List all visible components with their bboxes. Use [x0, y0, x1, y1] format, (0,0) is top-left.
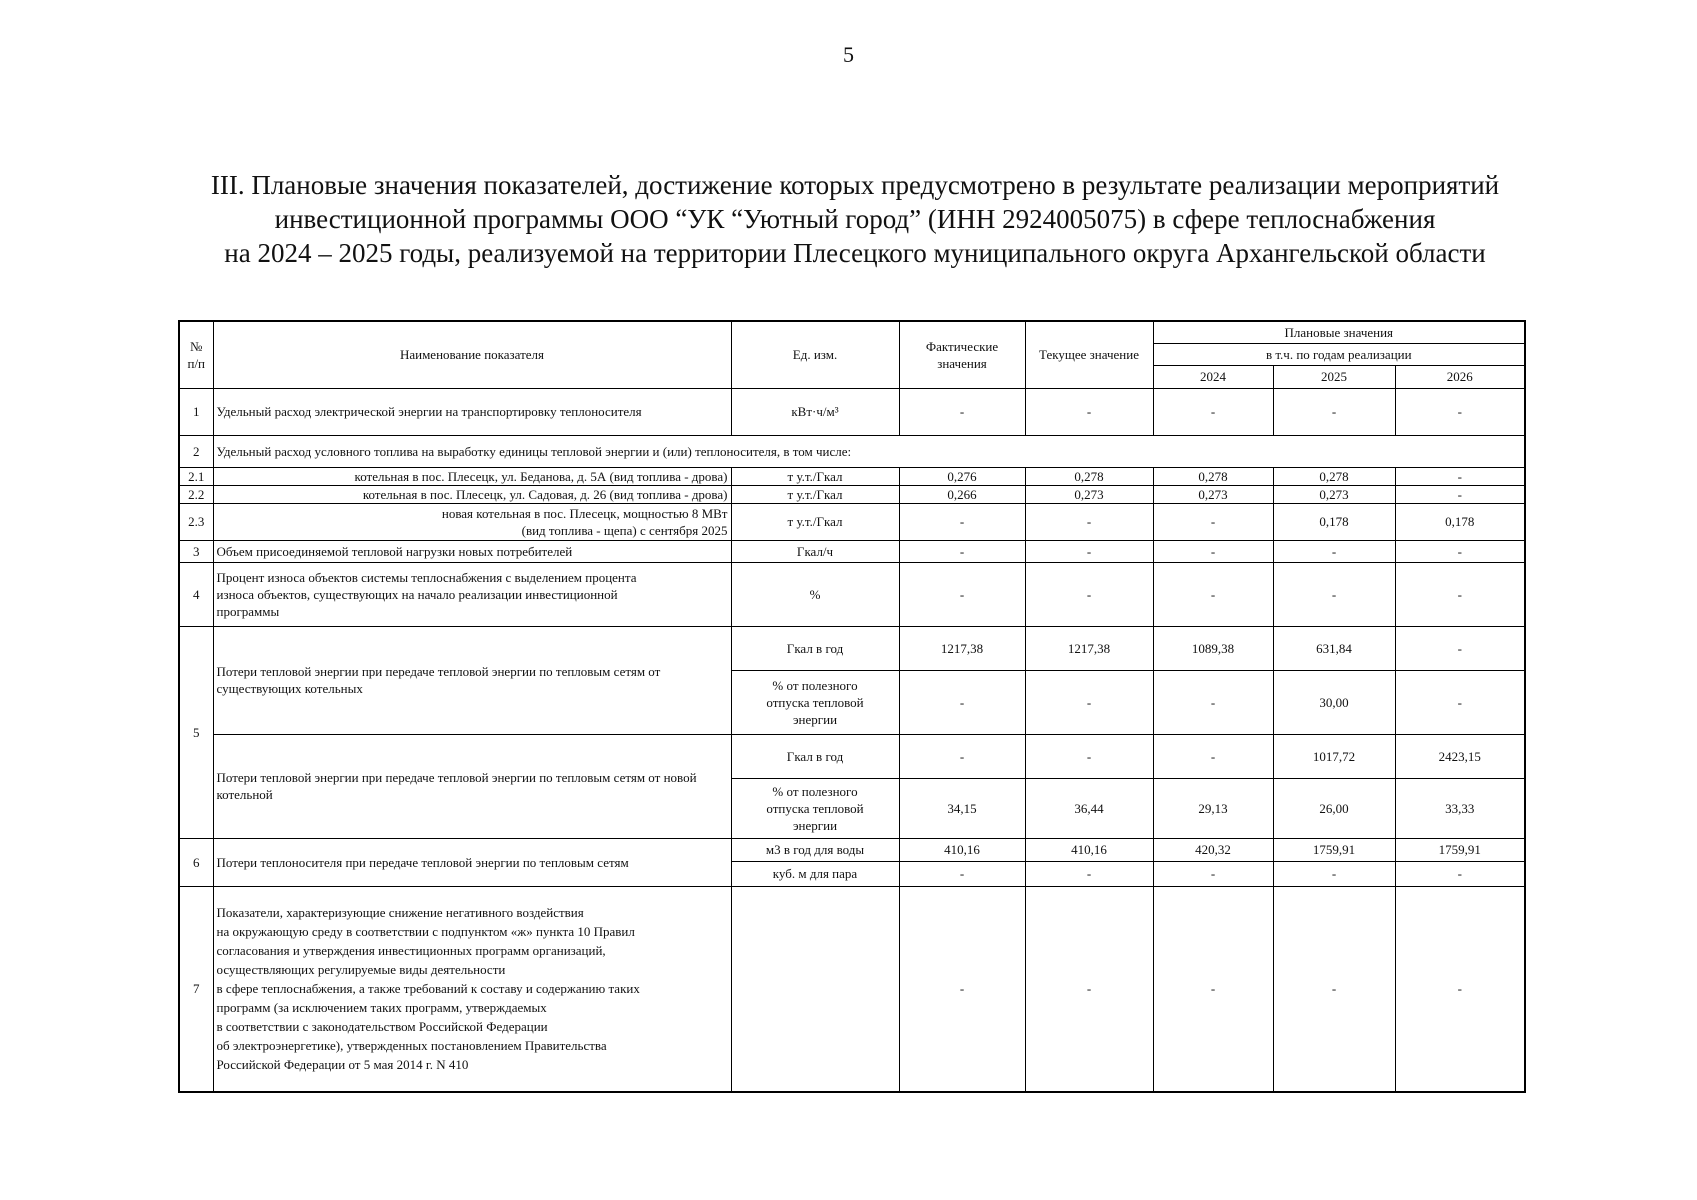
value-current: -: [1025, 670, 1153, 734]
value-2026: -: [1395, 388, 1525, 435]
value-2026: 2423,15: [1395, 734, 1525, 778]
row-num: 7: [179, 886, 213, 1092]
row-name-line-3: согласования и утверждения инвестиционных программ организаций,: [216, 943, 606, 959]
table-row: [179, 503, 1525, 540]
table-row: [179, 734, 1525, 778]
value-2024: -: [1153, 861, 1273, 886]
section-title: [120, 168, 1590, 270]
value-2026: -: [1395, 540, 1525, 562]
page-number: 5: [843, 42, 854, 67]
header-year-2026: 2026: [1395, 365, 1525, 388]
value-2026: -: [1395, 562, 1525, 626]
value-2025: -: [1273, 388, 1395, 435]
value-current: -: [1025, 503, 1153, 540]
table-row: [179, 626, 1525, 670]
table-row: [179, 886, 1525, 1092]
row-unit: куб. м для пара: [731, 861, 899, 886]
value-2025: 26,00: [1273, 778, 1395, 838]
row-name-line-4: осуществляющих регулируемые виды деятельности: [216, 962, 506, 978]
value-current: 0,278: [1025, 467, 1153, 485]
value-current: 0,273: [1025, 485, 1153, 503]
header-year-2024: 2024: [1153, 365, 1273, 388]
row-name: Потери тепловой энергии при передаче тепловой энергии по тепловым сетям от существующих котельных: [213, 626, 731, 734]
header-actual: Фактические значения: [899, 321, 1025, 388]
value-2024: -: [1153, 670, 1273, 734]
row-num: 3: [179, 540, 213, 562]
header-year-2025: 2025: [1273, 365, 1395, 388]
value-2024: 0,273: [1153, 485, 1273, 503]
row-unit: кВт·ч/м³: [731, 388, 899, 435]
value-2026: 33,33: [1395, 778, 1525, 838]
value-actual: -: [899, 734, 1025, 778]
value-2026: 1759,91: [1395, 838, 1525, 861]
value-2024: -: [1153, 886, 1273, 1092]
header-planned: Плановые значения: [1153, 321, 1525, 343]
value-2024: 29,13: [1153, 778, 1273, 838]
value-2025: 0,178: [1273, 503, 1395, 540]
value-2024: -: [1153, 540, 1273, 562]
value-2025: 30,00: [1273, 670, 1395, 734]
value-2025: -: [1273, 886, 1395, 1092]
value-current: 36,44: [1025, 778, 1153, 838]
value-current: 410,16: [1025, 838, 1153, 861]
title-line-1: III. Плановые значения показателей, достижение которых предусмотрено в результате реализации мероприятий: [210, 170, 1500, 200]
row-name-line-1: новая котельная в пос. Плесецк, мощностью 8 МВт: [441, 505, 728, 521]
value-2026: -: [1395, 886, 1525, 1092]
title-line-3: на 2024 – 2025 годы, реализуемой на территории Плесецкого муниципального округа Архангельской области: [224, 238, 1486, 268]
value-2026: -: [1395, 861, 1525, 886]
title-line-2: инвестиционной программы ООО “УК “Уютный город” (ИНН 2924005075) в сфере теплоснабжения: [274, 204, 1436, 234]
value-2026: 0,178: [1395, 503, 1525, 540]
row-name-line-6: программ (за исключением таких программ, утверждаемых: [216, 1000, 547, 1016]
value-actual: 34,15: [899, 778, 1025, 838]
value-2025: -: [1273, 861, 1395, 886]
row-unit: т у.т./Гкал: [731, 485, 899, 503]
row-num: 4: [179, 562, 213, 626]
value-current: -: [1025, 540, 1153, 562]
value-2026: -: [1395, 670, 1525, 734]
value-2026: -: [1395, 467, 1525, 485]
header-unit: Ед. изм.: [731, 321, 899, 388]
row-name: Потери тепловой энергии при передаче тепловой энергии по тепловым сетям от новой котельной: [213, 734, 731, 838]
row-num: 2: [179, 435, 213, 467]
row-name: Удельный расход электрической энергии на транспортировку теплоносителя: [213, 388, 731, 435]
row-unit: [731, 886, 899, 1092]
row-unit: т у.т./Гкал: [731, 503, 899, 540]
header-num: № п/п: [179, 321, 213, 388]
value-2025: 0,278: [1273, 467, 1395, 485]
row-unit: Гкал в год: [731, 734, 899, 778]
table-row: [179, 435, 1525, 467]
row-name-line-2: (вид топлива - щепа) с сентября 2025: [521, 522, 728, 538]
value-2025: -: [1273, 540, 1395, 562]
table-row: [179, 467, 1525, 485]
row-name: Удельный расход условного топлива на выработку единицы тепловой энергии и (или) теплоносителя, в том числе:: [213, 435, 1525, 467]
table-row: [179, 485, 1525, 503]
value-actual: 410,16: [899, 838, 1025, 861]
row-name: [213, 503, 731, 540]
row-unit: %: [731, 562, 899, 626]
row-name-line-7: в соответствии с законодательством Российской Федерации: [216, 1019, 548, 1035]
value-2025: 631,84: [1273, 626, 1395, 670]
header-by-years: в т.ч. по годам реализации: [1153, 343, 1525, 365]
value-actual: 0,276: [899, 467, 1025, 485]
value-2024: -: [1153, 562, 1273, 626]
value-2024: 420,32: [1153, 838, 1273, 861]
row-name-line-2: на окружающую среду в соответствии с подпунктом «ж» пункта 10 Правил: [216, 924, 635, 940]
row-num: 2.1: [179, 467, 213, 485]
row-unit: Гкал/ч: [731, 540, 899, 562]
table-row: [179, 388, 1525, 435]
row-num: 2.3: [179, 503, 213, 540]
row-name: Потери теплоносителя при передаче тепловой энергии по тепловым сетям: [213, 838, 731, 886]
value-2024: -: [1153, 734, 1273, 778]
row-num: 5: [179, 626, 213, 838]
value-actual: -: [899, 388, 1025, 435]
value-current: -: [1025, 861, 1153, 886]
row-name-line-9: Российской Федерации от 5 мая 2014 г. N 410: [216, 1057, 469, 1073]
row-unit: Гкал в год: [731, 626, 899, 670]
value-actual: 0,266: [899, 485, 1025, 503]
value-actual: -: [899, 670, 1025, 734]
value-actual: -: [899, 562, 1025, 626]
value-2024: -: [1153, 503, 1273, 540]
row-num: 6: [179, 838, 213, 886]
row-unit: % от полезного отпуска тепловой энергии: [731, 778, 899, 838]
value-current: -: [1025, 886, 1153, 1092]
table-row: [179, 540, 1525, 562]
value-2024: 1089,38: [1153, 626, 1273, 670]
header-current: Текущее значение: [1025, 321, 1153, 388]
value-actual: -: [899, 503, 1025, 540]
value-actual: 1217,38: [899, 626, 1025, 670]
row-unit: % от полезного отпуска тепловой энергии: [731, 670, 899, 734]
row-num: 1: [179, 388, 213, 435]
table-row: [179, 838, 1525, 861]
header-name: Наименование показателя: [213, 321, 731, 388]
row-num: 2.2: [179, 485, 213, 503]
row-name-line-1: Показатели, характеризующие снижение негативного воздействия: [216, 905, 584, 921]
row-name: Объем присоединяемой тепловой нагрузки новых потребителей: [213, 540, 731, 562]
value-2025: 0,273: [1273, 485, 1395, 503]
value-current: -: [1025, 562, 1153, 626]
value-actual: -: [899, 861, 1025, 886]
value-2025: 1759,91: [1273, 838, 1395, 861]
value-actual: -: [899, 886, 1025, 1092]
value-2025: -: [1273, 562, 1395, 626]
row-name: [213, 886, 731, 1092]
value-2026: -: [1395, 485, 1525, 503]
indicators-table: [178, 320, 1526, 1093]
value-current: 1217,38: [1025, 626, 1153, 670]
row-name: котельная в пос. Плесецк, ул. Беданова, д. 5А (вид топлива - дрова): [213, 467, 731, 485]
value-2024: -: [1153, 388, 1273, 435]
row-unit: т у.т./Гкал: [731, 467, 899, 485]
row-name-line-8: об электроэнергетике), утвержденных постановлением Правительства: [216, 1038, 607, 1054]
value-current: -: [1025, 734, 1153, 778]
row-name: котельная в пос. Плесецк, ул. Садовая, д. 26 (вид топлива - дрова): [213, 485, 731, 503]
value-actual: -: [899, 540, 1025, 562]
row-name-line-5: в сфере теплоснабжения, а также требований к составу и содержанию таких: [216, 981, 640, 997]
value-current: -: [1025, 388, 1153, 435]
row-unit: м3 в год для воды: [731, 838, 899, 861]
value-2026: -: [1395, 626, 1525, 670]
row-name: Процент износа объектов системы теплоснабжения с выделением процента износа объектов, существующих на начало реализации инвестиционной программы: [213, 562, 731, 626]
table-row: [179, 562, 1525, 626]
value-2025: 1017,72: [1273, 734, 1395, 778]
value-2024: 0,278: [1153, 467, 1273, 485]
